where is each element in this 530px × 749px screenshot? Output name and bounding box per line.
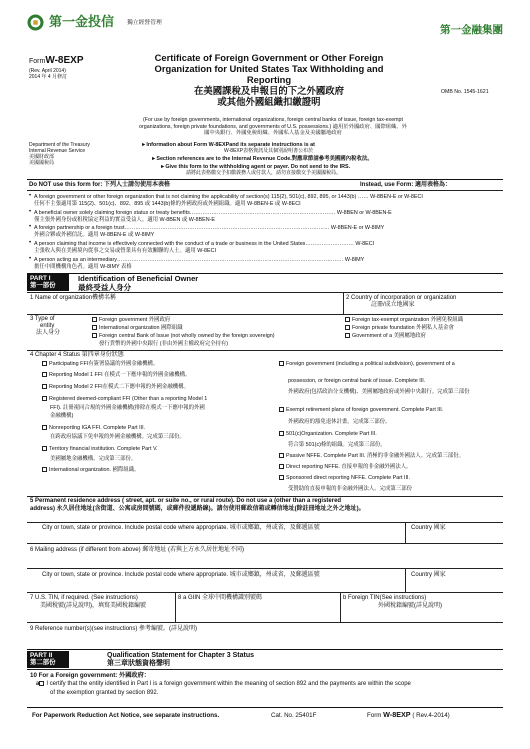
bullet-icon: • xyxy=(29,193,32,199)
info-line1: ►Information about Form W-8EXPand its separate instructions is at xyxy=(141,142,315,148)
dept-name: Department of the Treasury xyxy=(29,142,90,148)
field-3-label: 3 Type of xyxy=(30,316,55,322)
city-state-label: City or town, state or province. Include postal code where appropriate. 城市或鄉鎮，州或省，及郵遞區號 xyxy=(42,525,320,531)
divider xyxy=(27,292,503,293)
divider xyxy=(405,522,406,543)
checkbox[interactable] xyxy=(345,333,350,338)
organization-name-input[interactable] xyxy=(30,302,340,313)
mailing-address-input[interactable] xyxy=(30,555,500,566)
status-option[interactable]: Direct reporting NFFE. 直接申報的非金融外國法人。 xyxy=(279,464,412,470)
divider xyxy=(343,292,344,314)
checkbox[interactable] xyxy=(279,453,284,458)
field-9-label: 9 Reference number(s)(see instructions) 參考編號。(詳見說明) xyxy=(30,626,198,632)
bullet-icon: • xyxy=(29,209,32,215)
status-option[interactable]: Sponsored direct reporting NFFE. Complete Part III. xyxy=(279,475,410,481)
entity-type-option[interactable]: Foreign government 外國政府 xyxy=(92,317,170,323)
part1-title: Identification of Beneficial Owner 最終受益人身分 xyxy=(78,274,199,293)
checkbox[interactable] xyxy=(42,361,47,366)
question-10a-cont: of the exemption granted by section 892. xyxy=(50,690,159,696)
divider xyxy=(27,568,503,569)
title-en-line2: Organization for United States Tax Withholding and xyxy=(154,62,384,74)
entity-type-option[interactable]: Foreign central Bank of Issue (not wholly owned by the foreign sovereign) xyxy=(92,333,275,339)
divider xyxy=(405,568,406,592)
do-not-use-right: Instead, use Form: 適用表格為： xyxy=(360,182,452,188)
bullet-5-line1: A person acting as an intermediary……………………………………………………………………………………………………………… W-8IMY xyxy=(34,257,365,263)
status-option[interactable]: 501(c)Organization. Complete Part III. xyxy=(279,431,377,437)
checkbox[interactable] xyxy=(279,361,284,366)
status-option[interactable]: Exempt retirement plans of foreign government. Complete Part III. xyxy=(279,407,443,413)
field-3-label-b: entity xyxy=(40,323,55,329)
checkbox[interactable] xyxy=(42,467,47,472)
part2-title: Qualification Statement for Chapter 3 Status 第三章狀態資格聲明 xyxy=(107,652,255,668)
checkbox[interactable] xyxy=(42,446,47,451)
status-option-cont: 外國政府(包括政治分支機構)、美國屬地政府或外國中央銀行。完成第三部份 xyxy=(288,389,470,395)
country-label: Country 國家 xyxy=(411,525,446,531)
status-option-cont: possession, or foreign central bank of issue. Complete III. xyxy=(288,378,426,384)
divider xyxy=(27,669,503,670)
field-2-label-zh: 註冊/成立地國家 xyxy=(371,302,415,308)
bullet-3-line2: 外國合夥或外國信託。適用 W-8BEN-E 或 W-8IMY xyxy=(34,232,155,238)
field-7-label-zh: 美國稅號(詳見說明)，填寫美國稅籍編號 xyxy=(30,603,146,609)
divider xyxy=(27,496,503,497)
field-8b-label: b Foreign TIN(See instructions) xyxy=(343,595,427,601)
field-5-label-line1: 5 Permanent residence address ( street, apt. or suite no., or rural route). Do not use a (other than a registered xyxy=(30,498,342,504)
title-en-line3: Reporting xyxy=(246,73,292,85)
footer-form-id: Form W-8EXP ( Rev.4-2014) xyxy=(367,710,450,719)
country-label: Country 國家 xyxy=(411,572,446,578)
entity-type-option-zh: 發行貨幣的外國中央銀行 (非由外國主權政府完全持有) xyxy=(99,341,229,347)
rev-date-zh: 2014 年 4 月修訂 xyxy=(29,74,68,80)
status-option[interactable]: Foreign government (including a political subdivision), government of a xyxy=(279,361,455,367)
divider xyxy=(340,592,341,622)
status-option[interactable]: Passive NFFE. Complete Part III. 消極的非金融外國法人。完成第三部份。 xyxy=(279,453,464,459)
question-10a[interactable]: a I certify that the entity identified in Part I is a foreign government within the meaning of section 892 and the payments are within the scope xyxy=(36,681,411,687)
info-line3-zh: 請將此表格繳交予扣繳義務人或付款人，請勿直接繳交予美國國稅局。 xyxy=(186,170,342,176)
checkbox[interactable] xyxy=(345,325,350,330)
status-option-cont: FFI). 註冊視同合規的外國金融機構(排除在模式一下應申報的外國 xyxy=(50,405,205,411)
subtitle-line3: 國中央銀行、外國免稅組織、外國私人基金及美國屬地政府 xyxy=(204,130,342,137)
status-option-cont: 金融機構) xyxy=(50,413,74,419)
checkbox[interactable] xyxy=(279,475,284,480)
permanent-address-input[interactable] xyxy=(30,513,500,522)
omb-number: OMB No. 1545-1621 xyxy=(441,89,489,95)
divider xyxy=(27,179,503,180)
bullet-4-line1: A person claiming that income is effectively connected with the conduct of a trade or business in the United States……………………… W-8ECI xyxy=(34,241,375,247)
bullet-4-line2: 主張收入與在美國境內從事之交易或營業具有有效關聯的人士。適用 W-8ECI xyxy=(34,248,216,254)
reference-number-input[interactable] xyxy=(240,624,500,634)
info-line2: ►Section references are to the Internal Revenue Code.對應章節請參考美國國內稅收法。 xyxy=(151,156,373,162)
bullet-icon: • xyxy=(29,256,32,262)
title-zh-line2: 或其他外國組織扣繳證明 xyxy=(217,95,321,107)
bullet-3-line1: A foreign partnership or a foreign trust…………………………………………………………………………………………………… W-8BEN-E or W-8IMY xyxy=(34,225,385,231)
city-state-label: City or town, state or province. Include postal code where appropriate. 城市或鄉鎮，州或省，及郵遞區號 xyxy=(42,572,320,578)
status-option[interactable]: Nonreporting IGA FFI. Complete Part III. xyxy=(42,425,145,431)
checkbox[interactable] xyxy=(42,425,47,430)
brand-right: 第一金融集團 xyxy=(440,24,503,36)
divider xyxy=(27,592,503,593)
status-option[interactable]: International organization. 國際組織。 xyxy=(42,467,140,473)
title-en-line1: Certificate of Foreign Government or Other Foreign xyxy=(154,52,384,63)
checkbox[interactable] xyxy=(279,464,284,469)
status-option-cont: 符合第 501(c)條的組織。完成第三部份。 xyxy=(288,442,386,448)
title-zh-line1: 在美國課稅及申報目的下之外國政府 xyxy=(193,84,344,96)
subtitle-line2: organizations, foreign private foundations, and governments of U.S. possessions.) 適用於外國政府、國際組織、外 xyxy=(139,123,407,130)
arrow-icon: ► xyxy=(160,164,166,170)
bullet-icon: • xyxy=(29,240,32,246)
checkbox[interactable] xyxy=(279,431,284,436)
status-option[interactable]: Territory financial institution. Complete Part V. xyxy=(42,446,158,452)
field-1-label: 1 Name of organization機構名稱 xyxy=(30,295,117,301)
info-line1-zh: W-8EXP表格資訊及其個別說明書公布於 xyxy=(224,148,314,154)
checkbox[interactable] xyxy=(42,384,47,389)
bullet-5-line2: 擔任中間機構角色者。適用 W-8IMY 表格 xyxy=(34,264,132,270)
part2-label: PART II 第二部份 xyxy=(27,651,69,668)
irs-name: Internal Revenue Service xyxy=(29,148,86,154)
status-option-cont: 受贊助的直接申報的非金融外國法人。完成第三部份 xyxy=(288,486,412,492)
entity-type-option[interactable]: Government of a 美國屬地政府 xyxy=(345,333,426,339)
logo-icon xyxy=(27,14,44,31)
form-title xyxy=(118,53,420,108)
checkbox[interactable] xyxy=(279,407,284,412)
field-8b-label-zh: 外國稅籍編號(詳見說明) xyxy=(378,603,442,609)
bullet-2-line1: A beneficial owner solely claiming foreign status or treaty benefits……………………………………………………………………… W-8BEN or W-8BEN-E xyxy=(34,210,392,216)
question-10-label: 10 For a Foreign government: 外國政府： xyxy=(30,672,150,679)
status-option[interactable]: Reporting Model 1 FFI 在模式一下應申報的外國金融機構。 xyxy=(42,372,190,378)
field-8a-label[interactable]: 8 a GIIN 全球中間機構識別號碼 xyxy=(178,595,263,601)
divider xyxy=(27,190,503,191)
bullet-1-line2: 任何不主張適用第 115(2)、501(c)、892、895 或 1443(b)條的外國政府或外國組織。適用 W-8BEN-E 或 W-8ECI xyxy=(34,201,301,207)
info-line3: ►Give this form to the withholding agent or payer. Do not send to the IRS. xyxy=(160,164,351,170)
divider xyxy=(175,592,176,622)
entity-type-option[interactable]: Foreign tax-exempt organization 外國免稅組織 xyxy=(345,317,463,323)
checkbox[interactable] xyxy=(92,333,97,338)
logo-subtitle: 獨立經營管理 xyxy=(127,20,162,26)
status-option[interactable]: Participating FFI有簽署協議的外國金融機構。 xyxy=(42,361,158,367)
subtitle-line1: (For use by foreign governments, international organizations, foreign central banks of issue, foreign tax-exempt xyxy=(143,117,403,123)
logo-title: 第一金投信 xyxy=(49,14,115,29)
divider xyxy=(27,522,503,523)
checkbox[interactable] xyxy=(42,372,47,377)
form-label: Form xyxy=(29,58,46,65)
form-number: W-8EXP xyxy=(45,55,84,66)
divider xyxy=(27,314,503,315)
divider xyxy=(27,350,503,351)
entity-type-option[interactable]: Foreign private foundation 外國私人基金會 xyxy=(345,325,454,331)
field-3-label-zh: 法人身分 xyxy=(36,330,61,336)
status-option-cont: 外國政府的豁免退休計畫。完成第三部份。 xyxy=(288,419,391,425)
status-option[interactable]: Registered deemed-compliant FFI (Other than a reporting Model 1 xyxy=(42,396,207,402)
bullet-1-line1: A foreign government or other foreign organization that is not claiming the applicability of section(s) 115(2), 501(c), 892, 895, or 1443(b) …… W-8BEN-E or W-8ECI xyxy=(34,194,423,200)
field-6-label: 6 Mailing address (if different from above) 郵寄地址 (若與上方永久居住地址不同) xyxy=(30,547,244,553)
arrow-icon: ► xyxy=(151,156,157,162)
status-option[interactable]: Reporting Model 2 FFI在模式二下應申報的外國金融機構。 xyxy=(42,384,189,390)
irs-name-zh: 美國國稅局 xyxy=(29,160,55,166)
checkbox[interactable] xyxy=(92,325,97,330)
form-subtitle xyxy=(118,117,428,137)
field-5-label-line2: address) 永久居住地址(含街道、公寓或房間號碼，或郵件投遞路線)。請勿使用郵政信箱或轉信地址(除註冊地址之外之地址)。 xyxy=(30,506,365,512)
form-id-block xyxy=(29,55,83,67)
divider xyxy=(27,622,503,623)
field-4-label: 4 Chapter 4 Status 第四章身份狀態 xyxy=(30,352,124,358)
checkbox[interactable] xyxy=(345,317,350,322)
divider xyxy=(27,543,503,544)
bullet-2-line2: 僅主張外國身份或租稅協定利益的實益受益人。適用 W-8BEN 或 W-8BEN-E xyxy=(34,217,215,223)
bullet-icon: • xyxy=(29,224,32,230)
part1-label: PART I 第一部份 xyxy=(27,274,69,291)
entity-type-option[interactable]: International organization 國際組織 xyxy=(92,325,183,331)
do-not-use-left: Do NOT use this form for: 下列人士請勿使用本表格 xyxy=(29,182,171,188)
footer-cat-number: Cat. No. 25401F xyxy=(271,712,317,719)
field-7-label: 7 U.S. TIN, if required. (See instructions) xyxy=(30,595,138,601)
dept-name-zh: 美國財政部 xyxy=(29,154,55,160)
checkbox[interactable] xyxy=(39,681,44,686)
rev-date: (Rev. April 2014) xyxy=(29,68,66,74)
checkbox[interactable] xyxy=(92,317,97,322)
status-option-cont: 在跨政府協議下免申報的外國金融機構。完成第三部份。 xyxy=(50,434,185,440)
checkbox[interactable] xyxy=(42,396,47,401)
status-option-cont: 美國屬地金融機構。完成第三部份。 xyxy=(50,456,137,462)
arrow-icon: ► xyxy=(141,142,147,148)
divider xyxy=(27,649,503,650)
field-2-label: 2 Country of incorporation or organization xyxy=(346,295,457,301)
divider xyxy=(27,707,503,708)
footer-paperwork-notice: For Paperwork Reduction Act Notice, see separate instructions. xyxy=(32,712,220,719)
